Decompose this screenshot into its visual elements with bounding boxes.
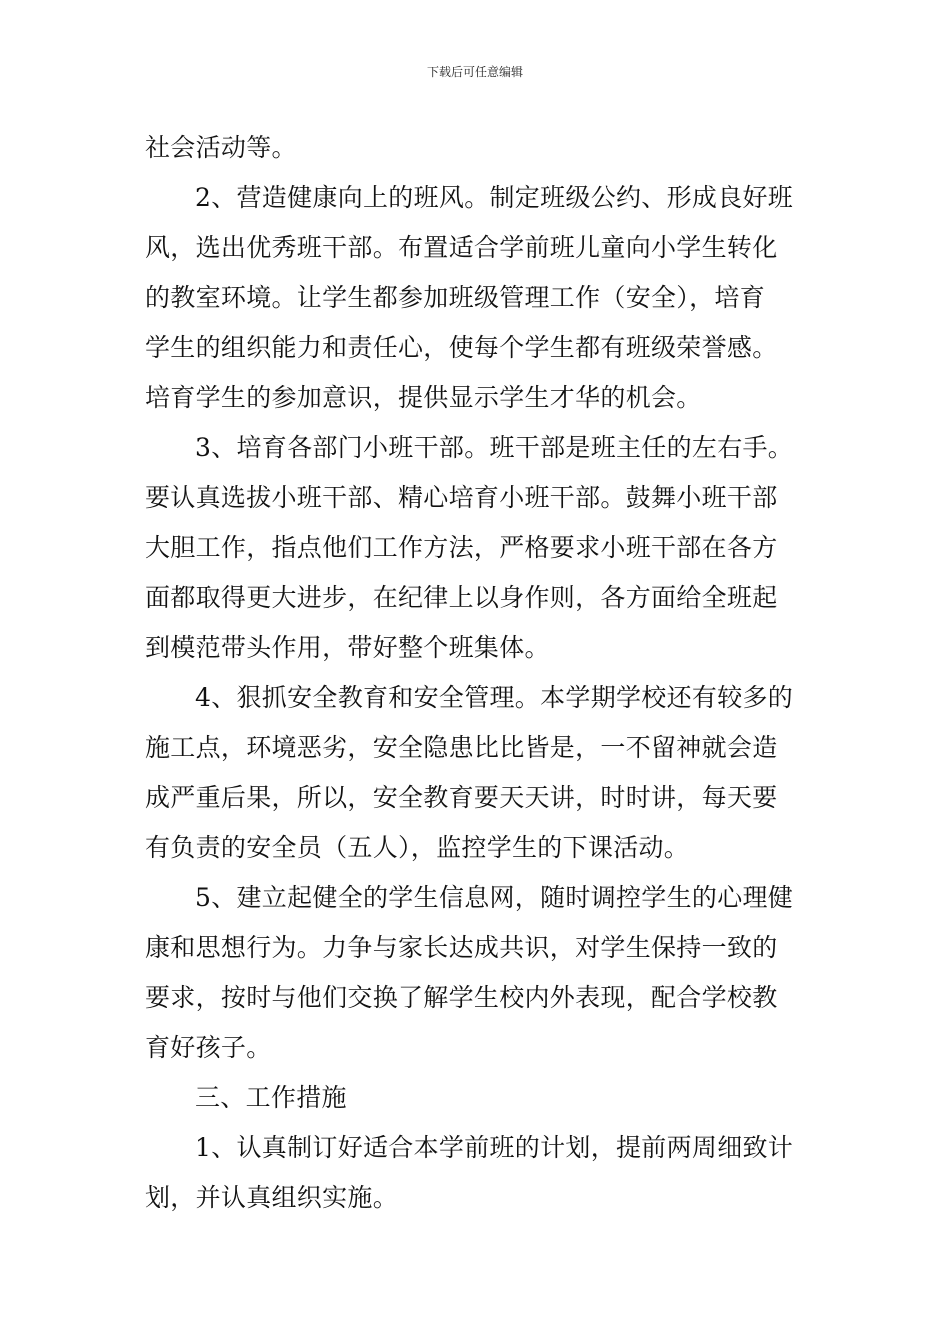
text-line: 康和思想行为。力争与家长达成共识，对学生保持一致的	[145, 933, 778, 962]
text-line: 学生的组织能力和责任心，使每个学生都有班级荣誉感。	[145, 333, 778, 362]
text-line: 培育学生的参加意识，提供显示学生才华的机会。	[145, 383, 702, 412]
text-line: 面都取得更大进步，在纪律上以身作则，各方面给全班起	[145, 583, 778, 612]
text-line: 2、营造健康向上的班风。制定班级公约、形成良好班	[195, 183, 794, 212]
text-line: 4、狠抓安全教育和安全管理。本学期学校还有较多的	[195, 683, 794, 712]
text-line: 的教室环境。让学生都参加班级管理工作（安全），培育	[145, 283, 766, 312]
section-heading: 三、工作措施	[195, 1083, 347, 1112]
text-line: 育好孩子。	[145, 1033, 272, 1062]
text-line: 有负责的安全员（五人），监控学生的下课活动。	[145, 833, 690, 862]
text-line: 3、培育各部门小班干部。班干部是班主任的左右手。	[195, 433, 794, 462]
text-line: 5、建立起健全的学生信息网，随时调控学生的心理健	[195, 883, 794, 912]
text-line: 划，并认真组织实施。	[145, 1183, 399, 1212]
text-line: 风，选出优秀班干部。布置适合学前班儿童向小学生转化	[145, 233, 778, 262]
text-line: 社会活动等。	[145, 133, 297, 162]
page-header: 下载后可任意编辑	[426, 65, 523, 79]
text-line: 施工点，环境恶劣，安全隐患比比皆是，一不留神就会造	[145, 733, 778, 762]
text-line: 要求，按时与他们交换了解学生校内外表现，配合学校教	[145, 983, 778, 1012]
text-line: 成严重后果，所以，安全教育要天天讲，时时讲，每天要	[145, 783, 778, 812]
text-line: 大胆工作，指点他们工作方法，严格要求小班干部在各方	[145, 533, 778, 562]
text-line: 1、认真制订好适合本学前班的计划，提前两周细致计	[195, 1133, 794, 1162]
text-line: 要认真选拔小班干部、精心培育小班干部。鼓舞小班干部	[145, 483, 778, 512]
text-line: 到模范带头作用，带好整个班集体。	[145, 633, 550, 662]
